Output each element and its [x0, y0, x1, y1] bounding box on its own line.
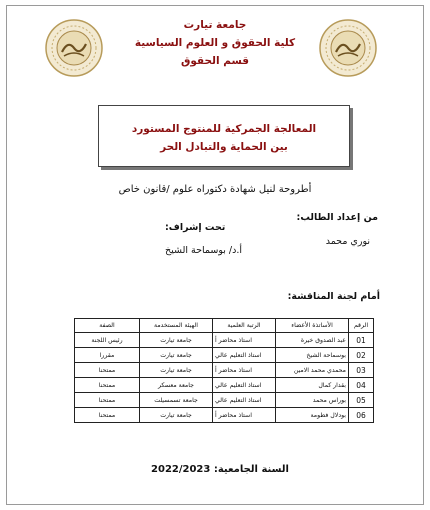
table-header-row — [75, 319, 374, 333]
column-header-number: الرقم — [349, 319, 374, 333]
university-seal-right-icon — [318, 18, 378, 78]
row-number: 01 — [349, 333, 374, 348]
row-number: 02 — [349, 348, 374, 363]
member-institution: جامعة تيارت — [140, 333, 213, 348]
member-role: ممتحنا — [75, 393, 140, 408]
university-seal-left-icon — [44, 18, 104, 78]
member-name: بقدار كمال — [276, 378, 349, 393]
committee-label: أمام لجنة المناقشة: — [287, 291, 380, 302]
row-number: 06 — [349, 408, 374, 423]
university-name: جامعة تيارت — [183, 19, 247, 31]
table-row — [75, 378, 374, 393]
member-institution: جامعة تيارت — [140, 408, 213, 423]
column-header-rank: الرتبة العلمية — [213, 319, 276, 333]
column-header-institution: الهيئة المستخدمة — [140, 319, 213, 333]
table-row — [75, 408, 374, 423]
member-rank: استاذ محاضر أ — [213, 363, 276, 378]
supervisor-label: تحت إشراف: — [165, 222, 226, 233]
member-rank: استاذ محاضر أ — [213, 333, 276, 348]
thesis-title-line1: المعالجة الجمركية للمنتوج المستورد — [131, 123, 317, 135]
table-row — [75, 363, 374, 378]
column-header-role: الصفة — [75, 319, 140, 333]
member-name: محمدي محمد الامين — [276, 363, 349, 378]
degree-statement: أطروحة لنيل شهادة دكتوراه علوم /قانون خاص — [118, 184, 312, 195]
member-role: رئيس اللجنة — [75, 333, 140, 348]
table-row — [75, 348, 374, 363]
department-name: قسم الحقوق — [180, 55, 250, 67]
member-role: ممتحنا — [75, 378, 140, 393]
faculty-name: كلية الحقوق و العلوم السياسية — [134, 37, 296, 49]
member-rank: استاذ التعليم عالي — [213, 393, 276, 408]
thesis-title-box — [98, 105, 350, 167]
row-number: 05 — [349, 393, 374, 408]
student-name: نوري محمد — [325, 236, 370, 247]
member-name: عبد الصدوق خيرة — [276, 333, 349, 348]
member-role: مقررا — [75, 348, 140, 363]
member-rank: استاذ محاضر أ — [213, 408, 276, 423]
thesis-title-line2: بين الحماية والتبادل الحر — [160, 141, 288, 153]
member-role: ممتحنا — [75, 408, 140, 423]
academic-year: السنة الجامعية: 2022/2023 — [151, 464, 289, 475]
table-row — [75, 333, 374, 348]
member-institution: جامعة تيارت — [140, 363, 213, 378]
column-header-members: الأساتذة الأعضاء — [276, 319, 349, 333]
row-number: 03 — [349, 363, 374, 378]
row-number: 04 — [349, 378, 374, 393]
student-label: من إعداد الطالب: — [296, 212, 378, 223]
member-role: ممتحنا — [75, 363, 140, 378]
committee-table — [74, 318, 374, 423]
member-rank: استاذ التعليم عالي — [213, 348, 276, 363]
member-name: بوراس محمد — [276, 393, 349, 408]
member-name: بودلال فطومة — [276, 408, 349, 423]
header — [110, 16, 320, 70]
supervisor-name: أ.د/ بوسماحة الشيخ — [165, 245, 243, 256]
member-name: بوسماحة الشيخ — [276, 348, 349, 363]
member-rank: استاذ التعليم عالي — [213, 378, 276, 393]
member-institution: جامعة معسكر — [140, 378, 213, 393]
table-row — [75, 393, 374, 408]
member-institution: جامعة تيارت — [140, 348, 213, 363]
member-institution: جامعة تسمسيلت — [140, 393, 213, 408]
